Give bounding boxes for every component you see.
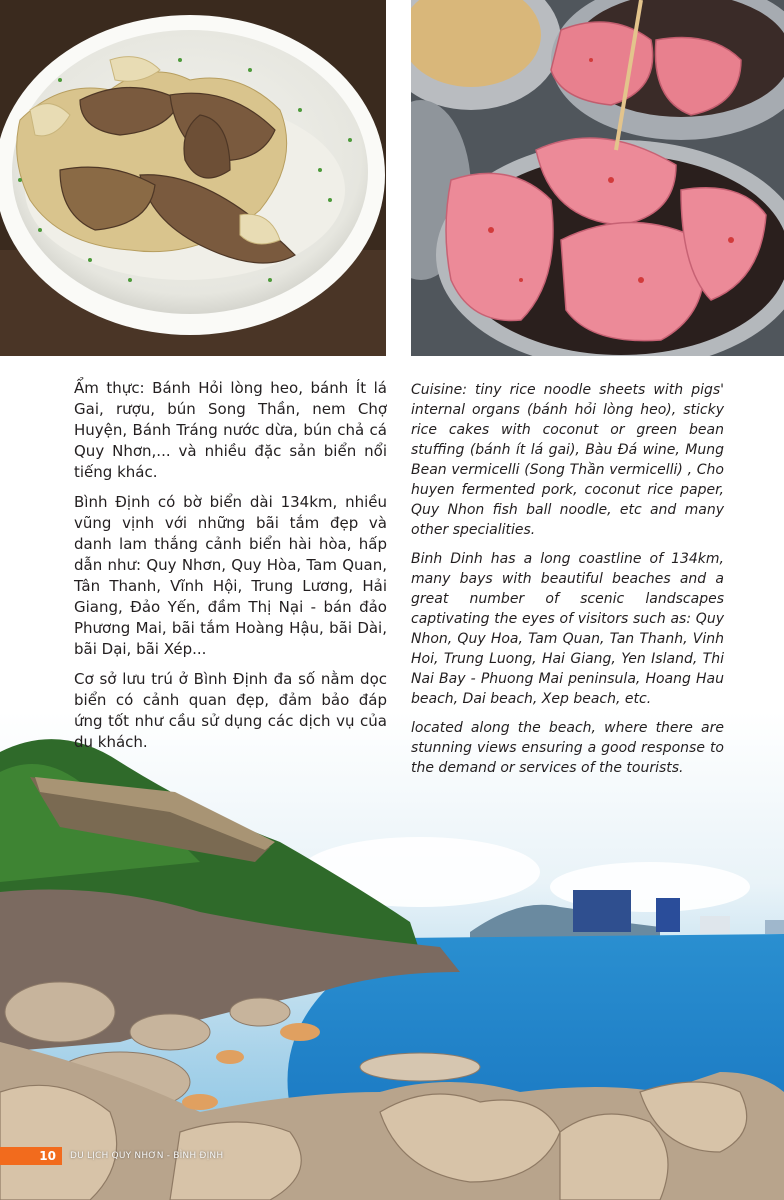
vi-paragraph-cuisine: Ẩm thực: Bánh Hỏi lòng heo, bánh Ít lá Gai, rượu, bún Song Thần, nem Chợ Huyện, Bánh Tráng nước dừa, bún chả cá Quy Nhơn,... và nhiều đặc sản biển nổi tiếng khác. [74,379,387,481]
vi-paragraph-accommodation: Cơ sở lưu trú ở Bình Định đa số nằm dọc biển có cảnh quan đẹp, đảm bảo đáp ứng tốt như cầu sử dụng các dịch vụ của du khách. [74,670,387,751]
vietnamese-text-column [74,378,387,762]
page-number: 10 [0,1147,62,1165]
food-photo-nem-cho-huyen [411,0,784,356]
en-paragraph-cuisine: Cuisine: tiny rice noodle sheets with pigs' internal organs (bánh hỏi lòng heo), sticky rice cakes with coconut or green bean stuffing (bánh ít lá gai), Bàu Đá wine, Mung Bean vermicelli (Song Thần vermicelli) , Cho huyen fermented pork, coconut rice paper, Quy Nhon fish ball noodle, etc and many other specialities. [411,382,724,538]
page-footer [0,1147,223,1165]
food-photo-banh-hoi [0,0,386,356]
vi-paragraph-coastline: Bình Định có bờ biển dài 134km, nhiều vũng vịnh với những bãi tắm đẹp và danh lam thắng cảnh biển hài hòa, hấp dẫn như: Quy Nhơn, Quy Hòa, Tam Quan, Tân Thanh, Vĩnh Hội, Trung Lương, Hải Giang, Đảo Yến, đầm Thị Nại - bán đảo Phương Mai, bãi tắm Hoàng Hậu, bãi Dài, bãi Dại, bãi Xép... [74,493,387,658]
en-paragraph-accommodation: located along the beach, where there are stunning views ensuring a good response to the demand or services of the tourists. [411,720,724,776]
en-paragraph-coastline: Binh Dinh has a long coastline of 134km, many bays with beautiful beaches and a great number of scenic landscapes captivating the eyes of visitors such as: Quy Nhon, Quy Hoa, Tam Quan, Tan Thanh, Vinh Hoi, Trung Luong, Hai Giang, Yen Island, Thi Nai Bay - Phuong Mai peninsula, Hoang Hau beach, Dai beach, Xep beach, etc. [411,551,724,707]
english-text-column [411,380,724,787]
publication-label: DU LỊCH QUY NHƠN - BÌNH ĐỊNH [70,1151,224,1161]
